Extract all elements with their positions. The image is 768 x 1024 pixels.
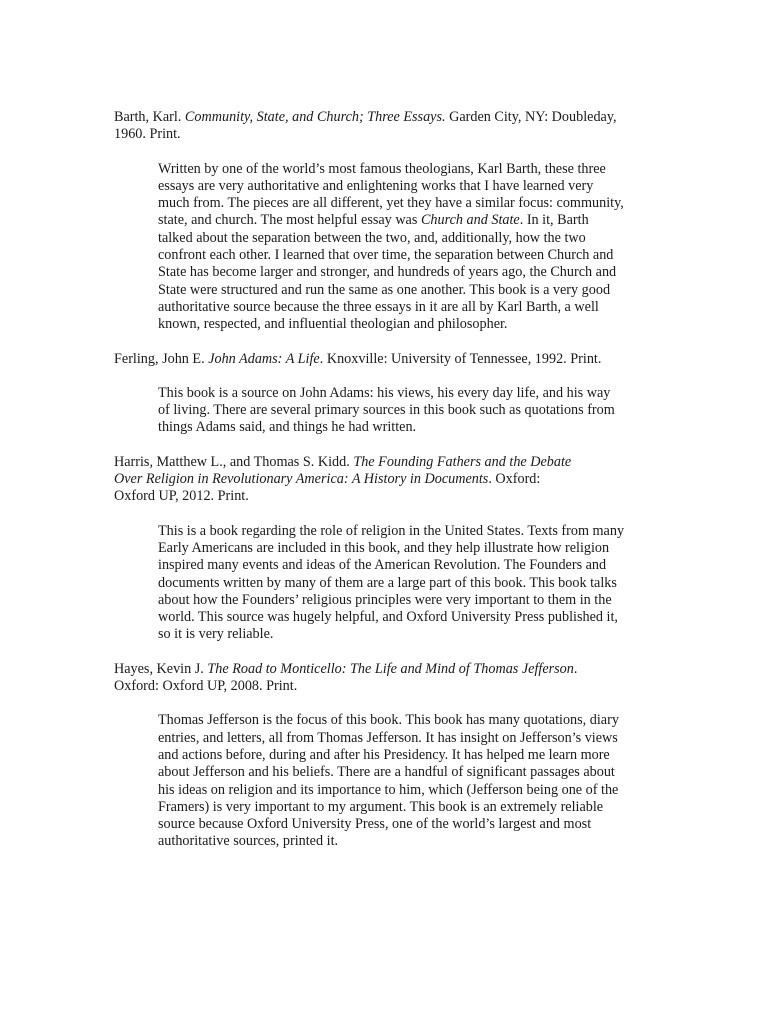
citation-text: Harris, Matthew L., and Thomas S. Kidd. [114, 453, 354, 470]
annotation-line [158, 609, 659, 626]
annotation-text: and actions before, during and after his Presidency. It has helped me learn more [158, 746, 610, 763]
citation-title: Community, State, and Church; Three Essays. [184, 109, 446, 125]
citation-text: Hayes, Kevin J. [114, 660, 208, 677]
citation-title: The Road to Monticello: The Life and Mind of Thomas Jefferson [207, 660, 574, 677]
annotation-text: authoritative source because the three essays in it are all by Karl Barth, a well [158, 298, 599, 315]
annotation-line [158, 195, 659, 212]
annotation-line [158, 316, 659, 333]
annotation-text: documents written by many of them are a large part of this book. This book talks [158, 574, 617, 591]
annotation-line [158, 540, 659, 557]
annotation-line [158, 592, 659, 609]
bibliography-entry [114, 351, 659, 437]
annotation-text: so it is very reliable. [158, 626, 274, 643]
citation-line [114, 109, 659, 126]
annotation-text: about how the Founders’ religious principles were very important to them in the [158, 591, 612, 608]
annotation-text: things Adams said, and things he had written. [158, 419, 417, 436]
annotation-line [158, 730, 659, 747]
annotation-text: about Jefferson and his beliefs. There are a handful of significant passages about [158, 764, 615, 781]
annotation-line [158, 282, 659, 299]
annotation-text: world. This source was hugely helpful, and Oxford University Press published it, [158, 609, 618, 626]
citation-line [114, 350, 659, 368]
annotation-text: much from. The pieces are all different, yet they have a similar focus: community, [158, 195, 624, 212]
annotation-text: Written by one of the world’s most famous theologians, Karl Barth, these three [158, 160, 606, 177]
annotation-line [158, 230, 659, 247]
annotation-line [158, 747, 659, 764]
annotation [158, 712, 659, 850]
annotation-line [158, 419, 659, 436]
annotation [158, 161, 659, 334]
citation-text: Oxford UP, 2012. Print. [114, 488, 249, 505]
bibliography-entry [114, 109, 659, 334]
annotation-text: talked about the separation between the two, and, additionally, how the two [158, 229, 586, 246]
annotation-text: known, respected, and influential theologian and philosopher. [158, 316, 508, 333]
annotation-line [158, 799, 659, 816]
annotation-text: his ideas on religion and its importance to him, which (Jefferson being one of the [158, 781, 619, 798]
annotation-text: state, and church. The most helpful essay was [158, 212, 421, 229]
annotation-line [158, 523, 659, 540]
annotation-text: confront each other. I learned that over time, the separation between Church and [158, 247, 614, 264]
annotation-line [158, 712, 659, 729]
citation-text: Oxford: Oxford UP, 2008. Print. [114, 678, 298, 695]
annotation-text: source because Oxford University Press, one of the world’s largest and most [158, 816, 592, 833]
annotation-text: Early Americans are included in this book, and they help illustrate how religion [158, 539, 610, 556]
citation-line [114, 660, 659, 678]
annotation-line [158, 385, 659, 402]
citation-title: Over Religion in Revolutionary America: A History in Documents [114, 471, 489, 488]
annotation-line [158, 264, 659, 281]
annotation-text: of living. There are several primary sources in this book such as quotations from [158, 402, 615, 419]
annotation-text: inspired many events and ideas of the American Revolution. The Founders and [158, 557, 607, 574]
annotation-line [158, 299, 659, 316]
citation [114, 454, 659, 506]
annotation [158, 385, 659, 437]
annotation-text: Thomas Jefferson is the focus of this book. This book has many quotations, diary [158, 712, 619, 729]
annotation-line [158, 402, 659, 419]
bibliography-page [114, 109, 659, 868]
annotation-text: entries, and letters, all from Thomas Jefferson. It has insight on Jefferson’s views [158, 729, 618, 746]
citation-text: Garden City, NY: Doubleday, [445, 109, 617, 125]
citation-line [114, 453, 659, 471]
annotation-text: . In it, Barth [519, 212, 589, 229]
annotation-line [158, 764, 659, 781]
citation-text: . [573, 660, 578, 677]
citation-line [114, 678, 659, 695]
annotation-line [158, 575, 659, 592]
annotation-text: State were structured and run the same as one another. This book is a very good [158, 281, 611, 298]
annotation-line [158, 833, 659, 850]
annotation-text: This is a book regarding the role of religion in the United States. Texts from many [158, 522, 625, 539]
annotation-line [158, 626, 659, 643]
annotation-emphasis: Church and State [420, 212, 520, 229]
annotation-text: State has become larger and stronger, and hundreds of years ago, the Church and [158, 264, 617, 281]
citation-text: 1960. Print. [114, 126, 181, 143]
citation-title: The Founding Fathers and the Debate [353, 453, 572, 470]
annotation-line [158, 161, 659, 178]
citation-text: . Oxford: [488, 471, 541, 488]
annotation-text: essays are very authoritative and enlightening works that I have learned very [158, 177, 594, 194]
annotation-line [158, 782, 659, 799]
citation-text: Barth, Karl. [114, 109, 185, 125]
citation-line [114, 488, 659, 505]
annotation-text: Framers) is very important to my argument. This book is an extremely reliable [158, 798, 604, 815]
citation-line [114, 471, 659, 488]
citation-text: . Knoxville: University of Tennessee, 1992. Print. [319, 350, 602, 367]
bibliography-entry [114, 454, 659, 644]
annotation-line [158, 247, 659, 264]
citation-text: Ferling, John E. [114, 350, 209, 367]
citation [114, 109, 659, 144]
annotation-text: This book is a source on John Adams: his views, his every day life, and his way [158, 384, 611, 401]
citation [114, 661, 659, 696]
annotation-line [158, 816, 659, 833]
citation-line [114, 126, 659, 143]
annotation-line [158, 557, 659, 574]
annotation-line [158, 212, 659, 229]
bibliography-entry [114, 661, 659, 851]
annotation-text: authoritative sources, printed it. [158, 833, 339, 850]
annotation-line [158, 178, 659, 195]
citation-title: John Adams: A Life [208, 350, 320, 367]
annotation [158, 523, 659, 644]
citation [114, 351, 659, 368]
